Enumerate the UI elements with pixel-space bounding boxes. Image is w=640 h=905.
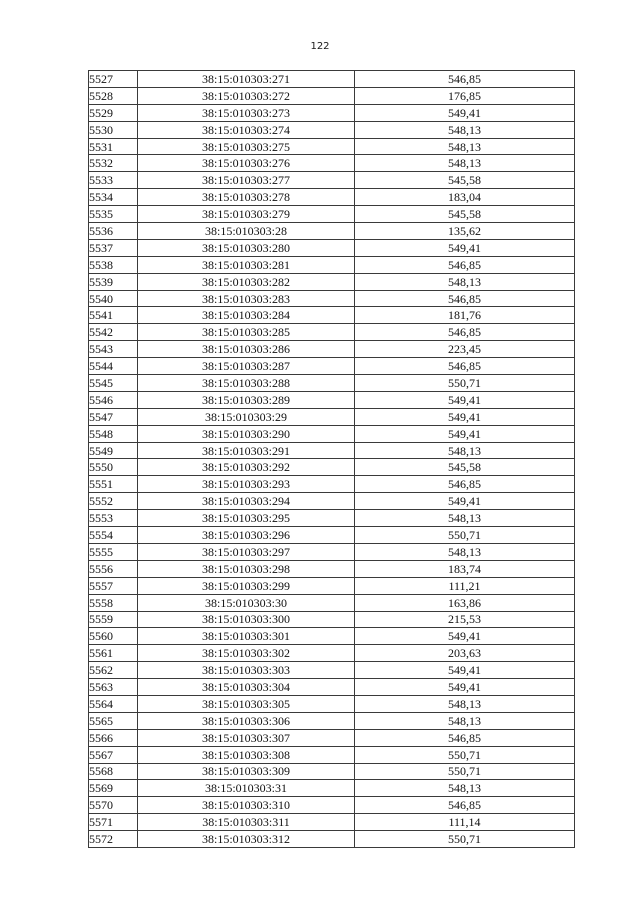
cadastral-number-cell: 38:15:010303:30 xyxy=(138,594,355,611)
area-cell: 181,76 xyxy=(355,307,575,324)
area-cell: 550,71 xyxy=(355,746,575,763)
cadastral-number-cell: 38:15:010303:288 xyxy=(138,375,355,392)
table-row xyxy=(89,712,575,729)
row-number-cell: 5532 xyxy=(89,155,138,172)
table-row xyxy=(89,290,575,307)
cadastral-number-cell: 38:15:010303:29 xyxy=(138,408,355,425)
cadastral-number-cell: 38:15:010303:276 xyxy=(138,155,355,172)
row-number-cell: 5554 xyxy=(89,527,138,544)
row-number-cell: 5572 xyxy=(89,831,138,848)
cadastral-number-cell: 38:15:010303:274 xyxy=(138,121,355,138)
area-cell: 545,58 xyxy=(355,172,575,189)
cadastral-number-cell: 38:15:010303:275 xyxy=(138,138,355,155)
table-row xyxy=(89,121,575,138)
table-body xyxy=(89,71,575,848)
cadastral-number-cell: 38:15:010303:296 xyxy=(138,527,355,544)
row-number-cell: 5568 xyxy=(89,763,138,780)
table-row xyxy=(89,594,575,611)
table-row xyxy=(89,87,575,104)
cadastral-number-cell: 38:15:010303:301 xyxy=(138,628,355,645)
cadastral-number-cell: 38:15:010303:295 xyxy=(138,510,355,527)
row-number-cell: 5544 xyxy=(89,358,138,375)
table-row xyxy=(89,729,575,746)
row-number-cell: 5546 xyxy=(89,391,138,408)
table-row xyxy=(89,476,575,493)
row-number-cell: 5559 xyxy=(89,611,138,628)
cadastral-number-cell: 38:15:010303:300 xyxy=(138,611,355,628)
cadastral-number-cell: 38:15:010303:306 xyxy=(138,712,355,729)
area-cell: 546,85 xyxy=(355,324,575,341)
table-row xyxy=(89,628,575,645)
cadastral-number-cell: 38:15:010303:281 xyxy=(138,256,355,273)
table-row xyxy=(89,189,575,206)
row-number-cell: 5538 xyxy=(89,256,138,273)
cadastral-number-cell: 38:15:010303:303 xyxy=(138,662,355,679)
cadastral-number-cell: 38:15:010303:294 xyxy=(138,493,355,510)
area-cell: 546,85 xyxy=(355,729,575,746)
cadastral-number-cell: 38:15:010303:307 xyxy=(138,729,355,746)
cadastral-number-cell: 38:15:010303:279 xyxy=(138,206,355,223)
area-cell: 548,13 xyxy=(355,273,575,290)
table-row xyxy=(89,307,575,324)
table-row xyxy=(89,138,575,155)
area-cell: 548,13 xyxy=(355,442,575,459)
row-number-cell: 5567 xyxy=(89,746,138,763)
table-row xyxy=(89,493,575,510)
row-number-cell: 5531 xyxy=(89,138,138,155)
cadastral-number-cell: 38:15:010303:271 xyxy=(138,71,355,88)
cadastral-number-cell: 38:15:010303:310 xyxy=(138,797,355,814)
cadastral-number-cell: 38:15:010303:283 xyxy=(138,290,355,307)
table-row xyxy=(89,560,575,577)
table-row xyxy=(89,780,575,797)
area-cell: 548,13 xyxy=(355,155,575,172)
table-row xyxy=(89,223,575,240)
row-number-cell: 5558 xyxy=(89,594,138,611)
area-cell: 183,04 xyxy=(355,189,575,206)
cadastral-number-cell: 38:15:010303:302 xyxy=(138,645,355,662)
table-row xyxy=(89,763,575,780)
table-row xyxy=(89,273,575,290)
area-cell: 223,45 xyxy=(355,341,575,358)
area-cell: 549,41 xyxy=(355,408,575,425)
table-row xyxy=(89,375,575,392)
area-cell: 549,41 xyxy=(355,425,575,442)
cadastral-number-cell: 38:15:010303:286 xyxy=(138,341,355,358)
cadastral-number-cell: 38:15:010303:312 xyxy=(138,831,355,848)
area-cell: 546,85 xyxy=(355,256,575,273)
row-number-cell: 5534 xyxy=(89,189,138,206)
table-row xyxy=(89,645,575,662)
cadastral-number-cell: 38:15:010303:28 xyxy=(138,223,355,240)
cadastral-number-cell: 38:15:010303:290 xyxy=(138,425,355,442)
cadastral-number-cell: 38:15:010303:280 xyxy=(138,239,355,256)
area-cell: 548,13 xyxy=(355,121,575,138)
table-row xyxy=(89,256,575,273)
cadastral-number-cell: 38:15:010303:273 xyxy=(138,104,355,121)
area-cell: 549,41 xyxy=(355,679,575,696)
row-number-cell: 5570 xyxy=(89,797,138,814)
area-cell: 215,53 xyxy=(355,611,575,628)
area-cell: 135,62 xyxy=(355,223,575,240)
row-number-cell: 5563 xyxy=(89,679,138,696)
row-number-cell: 5543 xyxy=(89,341,138,358)
row-number-cell: 5545 xyxy=(89,375,138,392)
area-cell: 546,85 xyxy=(355,358,575,375)
row-number-cell: 5540 xyxy=(89,290,138,307)
area-cell: 546,85 xyxy=(355,71,575,88)
row-number-cell: 5542 xyxy=(89,324,138,341)
table-row xyxy=(89,341,575,358)
cadastral-number-cell: 38:15:010303:292 xyxy=(138,459,355,476)
area-cell: 545,58 xyxy=(355,459,575,476)
table-row xyxy=(89,746,575,763)
table-row xyxy=(89,814,575,831)
area-cell: 550,71 xyxy=(355,831,575,848)
table-row xyxy=(89,831,575,848)
row-number-cell: 5547 xyxy=(89,408,138,425)
cadastral-number-cell: 38:15:010303:284 xyxy=(138,307,355,324)
table-row xyxy=(89,324,575,341)
cadastral-table xyxy=(88,70,575,848)
cadastral-number-cell: 38:15:010303:282 xyxy=(138,273,355,290)
cadastral-number-cell: 38:15:010303:285 xyxy=(138,324,355,341)
row-number-cell: 5566 xyxy=(89,729,138,746)
cadastral-number-cell: 38:15:010303:31 xyxy=(138,780,355,797)
cadastral-number-cell: 38:15:010303:305 xyxy=(138,695,355,712)
table-row xyxy=(89,206,575,223)
area-cell: 546,85 xyxy=(355,476,575,493)
area-cell: 548,13 xyxy=(355,510,575,527)
area-cell: 549,41 xyxy=(355,493,575,510)
table-row xyxy=(89,662,575,679)
row-number-cell: 5541 xyxy=(89,307,138,324)
cadastral-number-cell: 38:15:010303:278 xyxy=(138,189,355,206)
table-row xyxy=(89,155,575,172)
row-number-cell: 5557 xyxy=(89,577,138,594)
area-cell: 550,71 xyxy=(355,527,575,544)
area-cell: 548,13 xyxy=(355,138,575,155)
cadastral-number-cell: 38:15:010303:277 xyxy=(138,172,355,189)
area-cell: 548,13 xyxy=(355,543,575,560)
row-number-cell: 5539 xyxy=(89,273,138,290)
cadastral-number-cell: 38:15:010303:291 xyxy=(138,442,355,459)
cadastral-number-cell: 38:15:010303:298 xyxy=(138,560,355,577)
table-row xyxy=(89,425,575,442)
row-number-cell: 5561 xyxy=(89,645,138,662)
row-number-cell: 5529 xyxy=(89,104,138,121)
table-row xyxy=(89,172,575,189)
area-cell: 203,63 xyxy=(355,645,575,662)
area-cell: 546,85 xyxy=(355,290,575,307)
row-number-cell: 5530 xyxy=(89,121,138,138)
area-cell: 183,74 xyxy=(355,560,575,577)
cadastral-number-cell: 38:15:010303:272 xyxy=(138,87,355,104)
row-number-cell: 5562 xyxy=(89,662,138,679)
row-number-cell: 5527 xyxy=(89,71,138,88)
row-number-cell: 5533 xyxy=(89,172,138,189)
table-row xyxy=(89,797,575,814)
table-row xyxy=(89,358,575,375)
row-number-cell: 5535 xyxy=(89,206,138,223)
row-number-cell: 5551 xyxy=(89,476,138,493)
area-cell: 111,14 xyxy=(355,814,575,831)
area-cell: 548,13 xyxy=(355,712,575,729)
area-cell: 549,41 xyxy=(355,239,575,256)
cadastral-number-cell: 38:15:010303:311 xyxy=(138,814,355,831)
cadastral-number-cell: 38:15:010303:297 xyxy=(138,543,355,560)
area-cell: 111,21 xyxy=(355,577,575,594)
cadastral-number-cell: 38:15:010303:293 xyxy=(138,476,355,493)
table-row xyxy=(89,543,575,560)
table-row xyxy=(89,695,575,712)
row-number-cell: 5552 xyxy=(89,493,138,510)
area-cell: 549,41 xyxy=(355,104,575,121)
row-number-cell: 5550 xyxy=(89,459,138,476)
table-row xyxy=(89,408,575,425)
row-number-cell: 5564 xyxy=(89,695,138,712)
row-number-cell: 5556 xyxy=(89,560,138,577)
row-number-cell: 5536 xyxy=(89,223,138,240)
table-row xyxy=(89,442,575,459)
cadastral-number-cell: 38:15:010303:287 xyxy=(138,358,355,375)
table-row xyxy=(89,577,575,594)
area-cell: 549,41 xyxy=(355,391,575,408)
area-cell: 549,41 xyxy=(355,662,575,679)
area-cell: 163,86 xyxy=(355,594,575,611)
cadastral-number-cell: 38:15:010303:299 xyxy=(138,577,355,594)
table-row xyxy=(89,527,575,544)
table-row xyxy=(89,679,575,696)
area-cell: 548,13 xyxy=(355,780,575,797)
row-number-cell: 5528 xyxy=(89,87,138,104)
area-cell: 546,85 xyxy=(355,797,575,814)
table-row xyxy=(89,611,575,628)
table-row xyxy=(89,71,575,88)
area-cell: 176,85 xyxy=(355,87,575,104)
cadastral-number-cell: 38:15:010303:304 xyxy=(138,679,355,696)
area-cell: 550,71 xyxy=(355,763,575,780)
row-number-cell: 5569 xyxy=(89,780,138,797)
table-row xyxy=(89,459,575,476)
area-cell: 550,71 xyxy=(355,375,575,392)
cadastral-number-cell: 38:15:010303:309 xyxy=(138,763,355,780)
row-number-cell: 5548 xyxy=(89,425,138,442)
table-row xyxy=(89,239,575,256)
row-number-cell: 5553 xyxy=(89,510,138,527)
cadastral-number-cell: 38:15:010303:308 xyxy=(138,746,355,763)
table-row xyxy=(89,104,575,121)
table-row xyxy=(89,510,575,527)
row-number-cell: 5549 xyxy=(89,442,138,459)
area-cell: 549,41 xyxy=(355,628,575,645)
row-number-cell: 5537 xyxy=(89,239,138,256)
row-number-cell: 5555 xyxy=(89,543,138,560)
area-cell: 545,58 xyxy=(355,206,575,223)
cadastral-number-cell: 38:15:010303:289 xyxy=(138,391,355,408)
row-number-cell: 5560 xyxy=(89,628,138,645)
page-number: 122 xyxy=(310,41,330,52)
row-number-cell: 5571 xyxy=(89,814,138,831)
table-row xyxy=(89,391,575,408)
area-cell: 548,13 xyxy=(355,695,575,712)
row-number-cell: 5565 xyxy=(89,712,138,729)
